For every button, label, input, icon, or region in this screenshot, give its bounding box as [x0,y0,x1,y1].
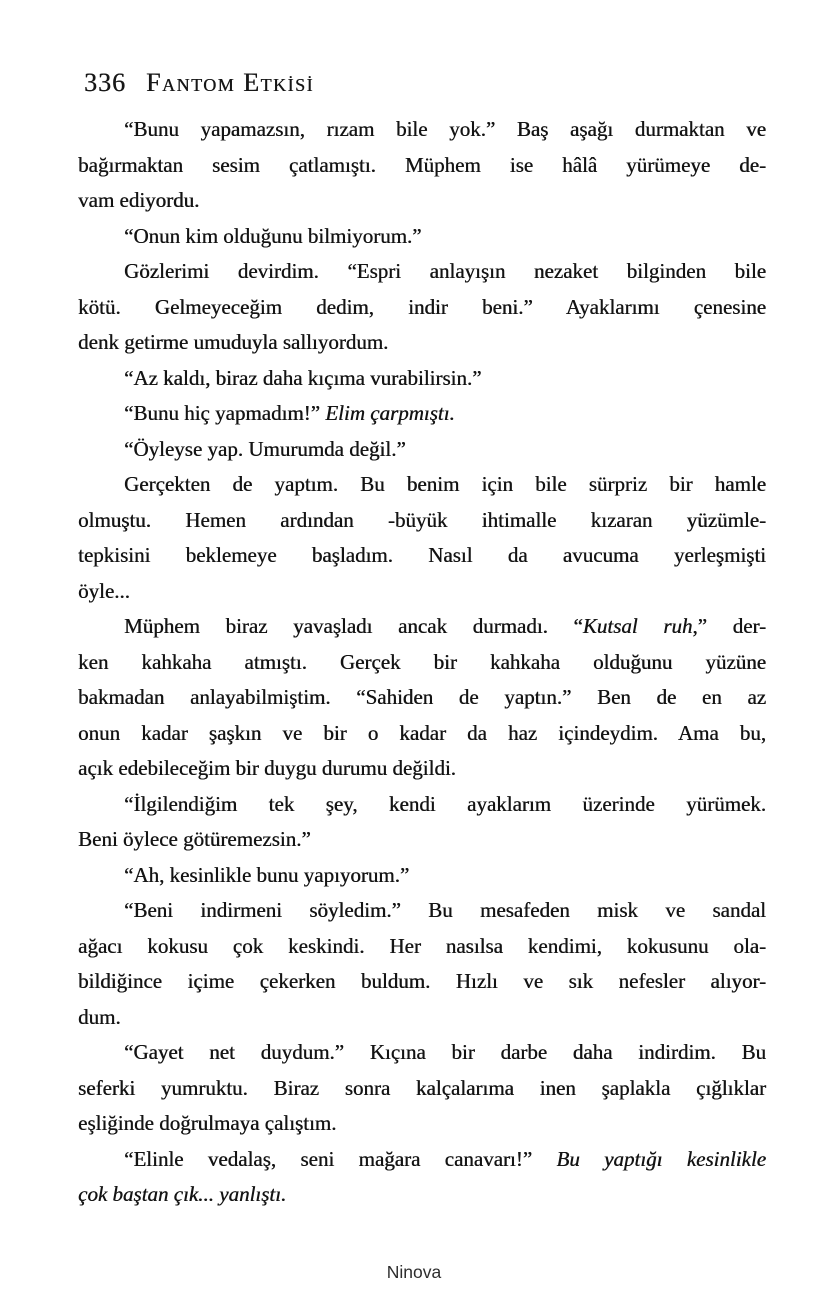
paragraph [78,254,766,361]
text-segment: “Elinle vedalaş, seni mağara canavarı!” [124,1146,557,1171]
text-segment: eşliğinde doğrulmaya çalıştım. [78,1111,337,1135]
text-segment: Gerçekten de yaptım. Bu benim için bile sürpriz bir hamle [124,472,766,496]
italic-text: Bu yaptığı kesinlikle [556,1146,766,1171]
italic-text: çok baştan çık... yanlıştı. [78,1182,287,1206]
text-line [78,183,766,219]
text-segment: kötü. Gelmeyeceğim dedim, indir beni.” Ayaklarımı çenesine [78,294,766,319]
text-segment: bağırmaktan sesim çatlamıştı. Müphem ise hâlâ yürümeye de- [78,152,766,177]
text-segment: Beni öylece götüremezsin.” [78,827,311,851]
text-segment: “Gayet net duydum.” Kıçına bir darbe daha indirdim. Bu [124,1040,766,1064]
text-line [78,645,766,681]
text-segment: “Az kaldı, biraz daha kıçıma vurabilirsin.” [124,365,482,390]
text-line [78,503,766,539]
text-line [78,609,766,645]
watermark-ninova: Ninova [386,1262,442,1282]
text-line [78,1071,766,1107]
paragraph [78,787,766,858]
text-line [78,467,766,503]
paragraph [78,609,766,787]
text-segment: açık edebileceğim bir duygu durumu değildi. [78,756,456,780]
text-segment: “Onun kim olduğunu bilmiyorum.” [124,223,422,248]
text-segment: “Bunu hiç yapmadım!” [124,401,326,425]
text-segment: ,” der- [692,614,766,638]
paragraph [78,893,766,1035]
text-line [78,361,766,397]
text-segment: denk getirme umuduyla sallıyordum. [78,330,389,354]
text-segment: onun kadar şaşkın ve bir o kadar da haz içindeydim. Ama bu, [78,720,766,745]
text-segment: vam ediyordu. [78,188,200,212]
paragraph [78,1142,766,1213]
paragraph [78,432,766,468]
text-line [78,112,766,148]
text-line [78,325,766,361]
text-segment: bildiğince içime çekerken buldum. Hızlı ve sık nefesler alıyor- [78,969,766,993]
paragraph [78,112,766,219]
text-segment: “Bunu yapamazsın, rızam bile yok.” Baş aşağı durmaktan ve [124,117,766,141]
text-segment: Gözlerimi devirdim. “Espri anlayışın nezaket bilginden bile [124,259,766,283]
text-line [78,751,766,787]
paragraph [78,219,766,255]
text-segment: ağacı kokusu çok keskindi. Her nasılsa kendimi, kokusunu ola- [78,933,766,958]
text-segment: olmuştu. Hemen ardından -büyük ihtimalle kızaran yüzümle- [78,507,766,532]
text-line [78,219,766,255]
paragraph [78,858,766,894]
text-line [78,254,766,290]
text-line [78,1035,766,1071]
page-footer [0,1262,828,1283]
text-line [78,787,766,823]
text-segment: “İlgilendiğim tek şey, kendi ayaklarım üzerinde yürümek. [124,791,766,816]
text-line [78,290,766,326]
page-body [78,112,766,1213]
paragraph [78,1035,766,1142]
book-title: Fantom Etkisi [146,68,315,97]
text-line [78,1000,766,1036]
text-line [78,1106,766,1142]
page-header [84,68,314,98]
text-segment: dum. [78,1004,121,1029]
text-segment: “Öyleyse yap. Umurumda değil.” [124,436,406,461]
text-segment: Müphem biraz yavaşladı ancak durmadı. “ [124,614,583,638]
text-segment: öyle... [78,578,130,603]
page-number: 336 [84,68,126,97]
text-line [78,893,766,929]
paragraph [78,396,766,432]
text-line [78,929,766,965]
text-line [78,396,766,432]
text-segment: “Beni indirmeni söyledim.” Bu mesafeden misk ve sandal [124,898,766,922]
text-line [78,432,766,468]
text-line [78,538,766,574]
text-segment: “Ah, kesinlikle bunu yapıyorum.” [124,862,410,887]
paragraph [78,361,766,397]
text-line [78,1142,766,1178]
text-segment: ken kahkaha atmıştı. Gerçek bir kahkaha olduğunu yüzüne [78,649,766,674]
text-segment: tepkisini beklemeye başladım. Nasıl da avucuma yerleşmişti [78,543,766,567]
text-segment: bakmadan anlayabilmiştim. “Sahiden de yaptın.” Ben de en az [78,685,766,709]
italic-text: Elim çarpmıştı. [325,401,455,425]
paragraph [78,467,766,609]
text-line [78,1177,766,1213]
text-line [78,148,766,184]
text-line [78,716,766,752]
text-line [78,680,766,716]
text-line [78,574,766,610]
text-segment: seferki yumruktu. Biraz sonra kalçalarıma inen şaplakla çığlıklar [78,1075,766,1100]
text-line [78,822,766,858]
text-line [78,964,766,1000]
italic-text: Kutsal ruh [582,614,693,638]
text-line [78,858,766,894]
